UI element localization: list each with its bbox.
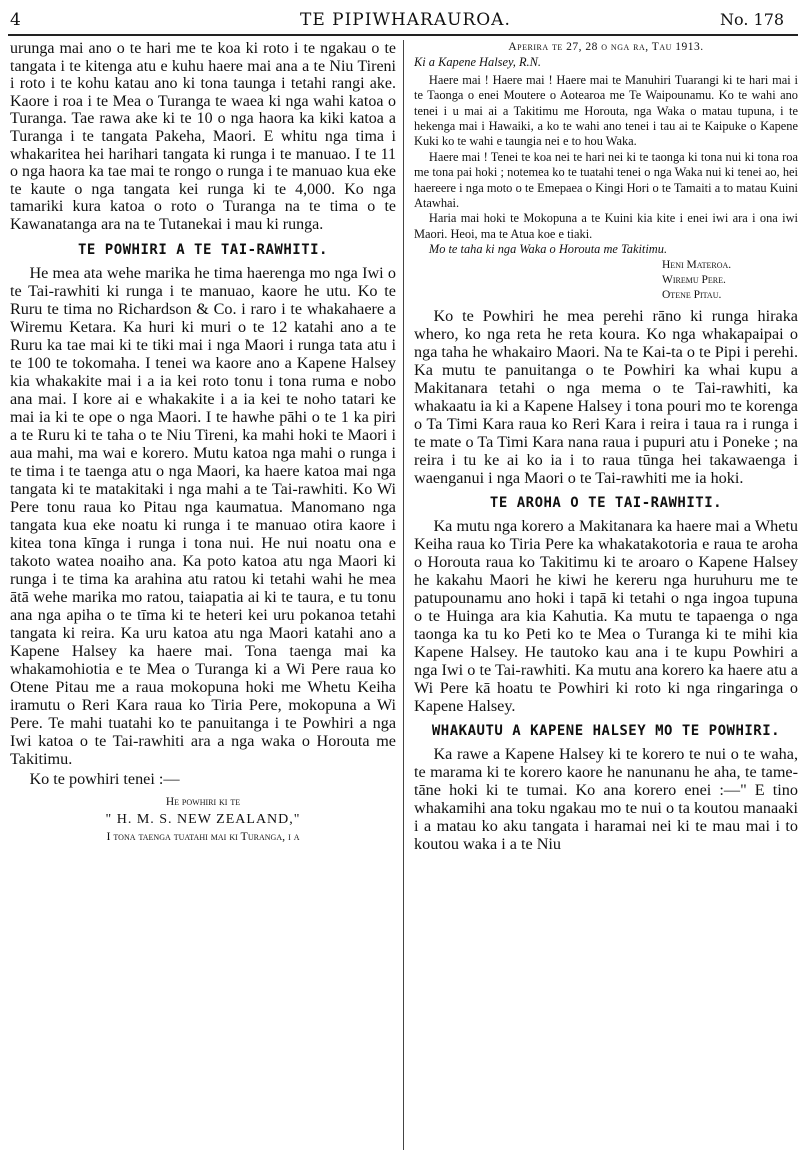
article-paragraph: Ko te Powhiri he mea perehi rāno ki runga hiraka whero, ko nga reta he reta koura. Ko nga whakapaipai o nga taha he whakairo Maori. Na te Kai-ta o te Pipi i perehi. Ka mutu te panuitanga o te Powhiri ka whai kupu a Makitanara tetahi o nga mema o te Tai-rawhiti, ka whakaatu ia ki a Kapene Halsey i tona pouri mo te korenga o Ta Timi Kara raua ko Reri Kara i reira i taua ra i runga i te mate o Ta Timi Kara nana raua i pupuri atu i Poneke ; na reira i tu ke ai ko ia i to raua tūnga hei takawaenga i waenganui i nga Maori o te Tai-rawhiti me ia hoki. xyxy=(414,306,798,487)
page-number: 4 xyxy=(10,10,21,30)
address-paragraph: Haria mai hoki te Mokopuna a te Kuini kia kite i enei iwi ara i ona iwi Maori. Heoi, ma te Atua koe e tiaki. xyxy=(414,211,798,241)
article-paragraph: Ka mutu nga korero a Makitanara ka haere mai a Whetu Keiha raua ko Tiria Pere ka whakatakotoria e raua te aroha o Horouta raua ko Takitimu ki te aroaro o Kapene Halsey he kakahu Maori he kiwi he kereru nga huruhuru me te patupounamu ano hoki i tapā ki tetahi o nga ingoa tupuna o te Huinga ara kia Kahutia. Ka mutu te tapaenga o nga taonga ka tu ko Peti ko te Mea o Turanga ki te mihi kia Kapene Halsey. He tautoko kau ana i te kupu Powhiri a nga Iwi o te Tai-rawhiti. Ka mutu ana korero ka haere atu a Wi Pere kā hoatu te Powhiri ki roto ki nga ringaringa o Kapene Halsey. xyxy=(414,516,798,715)
article-paragraph: Ka rawe a Kapene Halsey ki te korero te nui o te waha, te marama ki te korero kaore he nanunanu he aha, te tame-tāne hoki ki te tumai. Ko ana korero enei :—" E tino whakamihi ana toku ngakau mo te nui o ta koutou manaaki i a matau ko aku tangata i haramai nei ki te mau mai i to koutou waka i a te Niu xyxy=(414,744,798,853)
address-paragraph: Haere mai ! Tenei te koa nei te hari nei ki te taonga ki tona nui ki tona roa me tona pai hoki ; notemea ko te tuatahi tenei o nga Waka nui ki tenei ao, hei haereere i nga moto o te Emepaea o Kingi Hori o te Tamaiti a to matau Kuini Atawhai. xyxy=(414,149,798,211)
masthead-title: TE PIPIWHARAUROA. xyxy=(300,10,511,30)
signature: Otene Pitau. xyxy=(662,288,722,301)
section-heading: WHAKAUTU A KAPENE HALSEY MO TE POWHIRI. xyxy=(431,722,781,739)
signature: Heni Materoa. xyxy=(662,258,732,271)
header-rule xyxy=(8,34,798,36)
signature: Wiremu Pere. xyxy=(662,273,726,286)
column-divider xyxy=(403,40,404,1150)
ship-name-caption: " H. M. S. NEW ZEALAND," xyxy=(105,811,301,827)
left-column xyxy=(10,40,396,845)
welcome-caption-line: I tona taenga tuatahi mai ki Turanga, i a xyxy=(106,828,300,843)
issue-number: No. 178 xyxy=(720,10,785,29)
address-closing: Mo te taha ki nga Waka o Horouta me Takitimu. xyxy=(428,242,668,257)
article-paragraph: Ko te powhiri tenei :— xyxy=(29,769,180,788)
right-column xyxy=(414,40,798,853)
section-heading: TE POWHIRI A TE TAI-RAWHITI. xyxy=(77,241,328,258)
dateline: Aperira te 27, 28 o nga ra, Tau 1913. xyxy=(508,41,704,53)
address-paragraph: Haere mai ! Haere mai ! Haere mai te Manuhiri Tuarangi ki te hari mai i te Taonga o enei Moutere o Aotearoa me Te Waipounamu. Ko te wahi ano tenei i u mai ai a Takitimu me Horouta, nga Waka o matau tupuna, i te hekenga mai i Hawaiki, a ko te wahi ano tenei i tau ai te Kaipuke o Kapene Kuki ko te wahi e taungia nei e to hou Waka. xyxy=(414,72,798,149)
article-paragraph: He mea ata wehe marika he tima haerenga mo nga Iwi o te Tai-rawhiti ki runga i te manuao, kaore he utu. Ko te Ruru te tima no Richardson & Co. i raro i te whakahaere a Wiremu Ketara. Ka huri ki muri o te 12 katahi ano a te Ruru ka tae mai ki te tiki mai i nga Maori i runga tata atu i te 100 te tokomaha. I tenei wa kaore ano a Kapene Halsey kia whakakite mai i a ia kei roto tonu i tona ruma e nobo ana mai. I kore ai e whakakite i a ia kei te noho tatari ke mai ia ki te ope o nga Maori. I te hawhe pāhi o te 1 ka piri a te Ruru ki te taha o te Niu Tireni, ka mahi hoki te Maori i aua mahi, ma wai e korero. Mutu katoa nga mahi o runga i te tima i te taenga atu o nga Maori, ka haere katoa mai nga tangata ki te matakitaki i nga mahi a te Tai-rawhiti. Ko Wi Pere tonu raua ko Pitau nga kaumatua. Manomano nga tangata kua eke noatu ki runga i te manuao otira kaore i kitea tona kīnga i runga i tona nui. He nui noatu ona e takoto watea noaiho ana. Ka poto katoa atu nga Maori ki runga i te tima ka arahina atu ratou ki tetahi wahi he mea ātā wehe marika mo ratou, taiapatia ai ki te taura, e tu tonu ana nga apiha o te tīma ki te heteri kei uru pokanoa tetahi tangata ki reira. Ka uru katoa atu nga Maori katahi ano a Kapene Halsey ka haere mai. Tona taenga mai ka whakamohiotia e te Mea o Turanga ki a Wi Pere raua ko Otene Pitau me a raua mokopuna hoki me Whetu Keiha iramutu o Reri Kara raua ko Tiria Pere, mokopuna a Wi Pere. Te mahi tuatahi ko te panuitanga i te Powhiri a nga Iwi katoa o te Tai-rawhiti ara a nga waka o Horouta me Takitimu. xyxy=(10,263,396,768)
salutation: Ki a Kapene Halsey, R.N. xyxy=(414,55,541,70)
section-heading: TE AROHA O TE TAI-RAWHITI. xyxy=(489,494,723,511)
article-paragraph: urunga mai ano o te hari me te koa ki roto i te ngakau o te tangata i te kitenga atu e kuhu haere mai ana a te Niu Tireni i roto i te kohu katau ano ki tona taunga i tetahi rangi ake. Kaore i roa i te Mea o Turanga te waea ki nga wahi katoa o Turanga. Tae rawa ake ki te 10 o nga haora ka kiki katoa a Turanga i te tangata Pakeha, Maori. E whitu nga tima i whakaritea hei harihari tangata ki runga i te manuao. I te 11 o nga haora ka tae mai te rongo o runga i te manuao kua eke te kaute o nga tangata kei runga ki te 4,000. Ko nga tamariki kura katoa o roto o Turanga na te tima o te Kawanatanga ara na te Tutanekai i mau ki runga. xyxy=(10,40,396,233)
welcome-caption-line: He powhiri ki te xyxy=(165,795,241,808)
